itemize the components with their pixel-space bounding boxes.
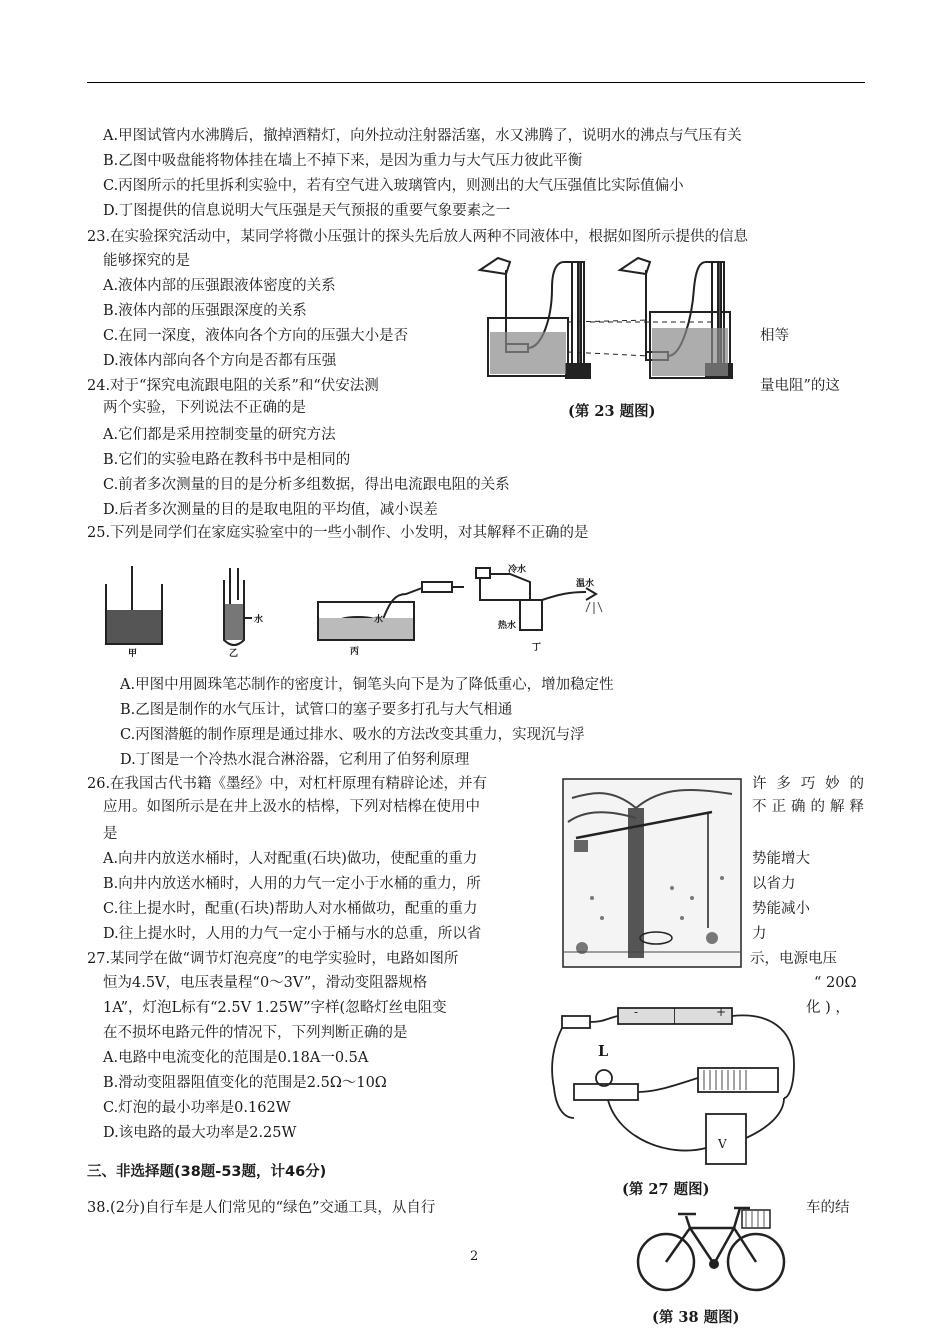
q27-stem-3-tail: 化 ) ， bbox=[806, 1000, 850, 1016]
q26-stem: 26.在我国古代书籍《墨经》中，对杠杆原理有精辟论述，并有 bbox=[87, 776, 488, 792]
q27-option-a: A.电路中电流变化的范围是0.18A一0.5A bbox=[103, 1050, 369, 1066]
q23-option-d: D.液体内部向各个方向是否都有压强 bbox=[103, 353, 337, 369]
q24-stem: 24.对于“探究电流跟电阻的关系”和“伏安法测 bbox=[87, 378, 379, 394]
q26-option-a-tail: 势能增大 bbox=[752, 851, 810, 867]
q27-stem-3: 1A”，灯泡L标有“2.5V 1.25W”字样(忽略灯丝电阻变 bbox=[103, 1000, 447, 1016]
q26-stem-tail: 许 多 巧 妙 的 bbox=[752, 776, 864, 792]
section-heading: 三、非选择题(38题-53题，计46分) bbox=[87, 1164, 327, 1180]
q26-figure bbox=[562, 778, 742, 968]
q25-figure bbox=[100, 560, 620, 658]
svg-text:-: - bbox=[634, 1005, 639, 1019]
q23-stem: 23.在实验探究活动中，某同学将微小压强计的探头先后放人两种不同液体中，根据如图所示提供的信息 bbox=[87, 229, 749, 245]
q26-option-c: C.往上提水时，配重(石块)帮助人对水桶做功，配重的重力 bbox=[103, 901, 478, 917]
q25-label-jia: 甲 bbox=[128, 649, 138, 659]
q26-option-d: D.往上提水时，人用的力气一定小于桶与水的总重，所以省 bbox=[103, 926, 482, 942]
q22-option-d: D.丁图提供的信息说明大气压强是天气预报的重要气象要素之一 bbox=[103, 203, 511, 219]
q24-stem-tail: 量电阻”的这 bbox=[760, 378, 840, 394]
q27-stem-tail: 示，电源电压 bbox=[750, 951, 837, 967]
q26-stem-cont-tail: 不正确的解释 bbox=[752, 799, 864, 815]
q25-label-ding: 丁 bbox=[532, 643, 542, 653]
q38-caption: (第 38 题图) bbox=[652, 1309, 740, 1326]
q22-option-c: C.丙图所示的托里拆利实验中，若有空气进入玻璃管内，则测出的大气压强值比实际值偏小 bbox=[103, 178, 684, 194]
q27-stem-4: 在不损坏电路元件的情况下，下列判断正确的是 bbox=[103, 1025, 408, 1041]
q26-stem-end: 是 bbox=[103, 826, 118, 842]
q25-label-cold: 冷水 bbox=[508, 565, 527, 575]
q25-option-b: B.乙图是制作的水气压计，试管口的塞子要多打孔与大气相通 bbox=[120, 702, 513, 718]
q25-option-d: D.丁图是一个冷热水混合淋浴器，它利用了伯努利原理 bbox=[120, 752, 470, 768]
q27-option-c: C.灯泡的最小功率是0.162W bbox=[103, 1100, 291, 1116]
q25-label-water-bing: 水 bbox=[374, 615, 384, 625]
q22-option-b: B.乙图中吸盘能将物体挂在墙上不掉下来，是因为重力与大气压力彼此平衡 bbox=[103, 153, 583, 169]
q23-stem-cont: 能够探究的是 bbox=[103, 253, 190, 269]
q27-stem-2-tail: “ 20Ω bbox=[814, 975, 857, 991]
page-number: 2 bbox=[470, 1249, 479, 1264]
q25-label-hot: 热水 bbox=[498, 621, 517, 631]
q25-label-bing: 丙 bbox=[350, 647, 360, 657]
q27-option-d: D.该电路的最大功率是2.25W bbox=[103, 1125, 297, 1141]
q25-stem: 25.下列是同学们在家庭实验室中的一些小制作、小发明，对其解释不正确的是 bbox=[87, 525, 589, 541]
q38-stem: 38.(2分)自行车是人们常见的“绿色”交通工具，从自行 bbox=[87, 1200, 436, 1216]
q24-option-c: C.前者多次测量的目的是分析多组数据，得出电流跟电阻的关系 bbox=[103, 477, 510, 493]
q27-figure-label-V: V bbox=[718, 1137, 727, 1151]
q26-option-a: A.向井内放送水桶时，人对配重(石块)做功，使配重的重力 bbox=[103, 851, 478, 867]
q27-stem-2: 恒为4.5V，电压表量程“0～3V”，滑动变阻器规格 bbox=[103, 975, 428, 991]
q26-stem-cont: 应用。如图所示是在井上汲水的桔槔，下列对桔槔在使用中 bbox=[103, 799, 480, 815]
q27-caption: (第 27 题图) bbox=[622, 1181, 710, 1198]
q24-option-b: B.它们的实验电路在教科书中是相同的 bbox=[103, 452, 351, 468]
q26-option-b-tail: 以省力 bbox=[752, 876, 796, 892]
q27-figure bbox=[548, 988, 808, 1172]
q27-stem: 27.某同学在做“调节灯泡亮度”的电学实验时，电路如图所 bbox=[87, 951, 459, 967]
q25-option-c: C.丙图潜艇的制作原理是通过排水、吸水的方法改变其重力，实现沉与浮 bbox=[120, 727, 585, 743]
q23-option-c-tail: 相等 bbox=[760, 328, 789, 344]
q26-option-d-tail: 力 bbox=[752, 926, 767, 942]
q26-option-c-tail: 势能减小 bbox=[752, 901, 810, 917]
q23-figure bbox=[472, 248, 750, 388]
q26-option-b: B.向井内放送水桶时，人用的力气一定小于水桶的重力，所 bbox=[103, 876, 481, 892]
q24-stem-cont: 两个实验，下列说法不正确的是 bbox=[103, 400, 306, 416]
q25-label-water-yi: 水 bbox=[254, 615, 264, 625]
q24-option-a: A.它们都是采用控制变量的研究方法 bbox=[103, 427, 336, 443]
q25-label-warm: 温水 bbox=[576, 579, 595, 589]
q23-option-a: A.液体内部的压强跟液体密度的关系 bbox=[103, 278, 336, 294]
svg-text:+: + bbox=[716, 1005, 727, 1019]
q27-option-b: B.滑动变阻器阻值变化的范围是2.5Ω～10Ω bbox=[103, 1075, 387, 1091]
q23-option-c: C.在同一深度，液体向各个方向的压强大小是否 bbox=[103, 328, 409, 344]
q23-caption: (第 23 题图) bbox=[568, 403, 656, 420]
q25-option-a: A.甲图中用圆珠笔芯制作的密度计，铜笔头向下是为了降低重心，增加稳定性 bbox=[120, 677, 614, 693]
q38-figure bbox=[630, 1200, 790, 1296]
q38-stem-tail: 车的结 bbox=[806, 1200, 850, 1216]
q25-label-yi: 乙 bbox=[229, 649, 239, 659]
q23-option-b: B.液体内部的压强跟深度的关系 bbox=[103, 303, 307, 319]
q22-option-a: A.甲图试管内水沸腾后，撤掉酒精灯，向外拉动注射器活塞，水又沸腾了，说明水的沸点与气压有关 bbox=[103, 128, 742, 144]
q24-option-d: D.后者多次测量的目的是取电阻的平均值，减小误差 bbox=[103, 502, 438, 518]
header-rule bbox=[87, 82, 865, 83]
q27-figure-label-L: L bbox=[598, 1043, 609, 1060]
